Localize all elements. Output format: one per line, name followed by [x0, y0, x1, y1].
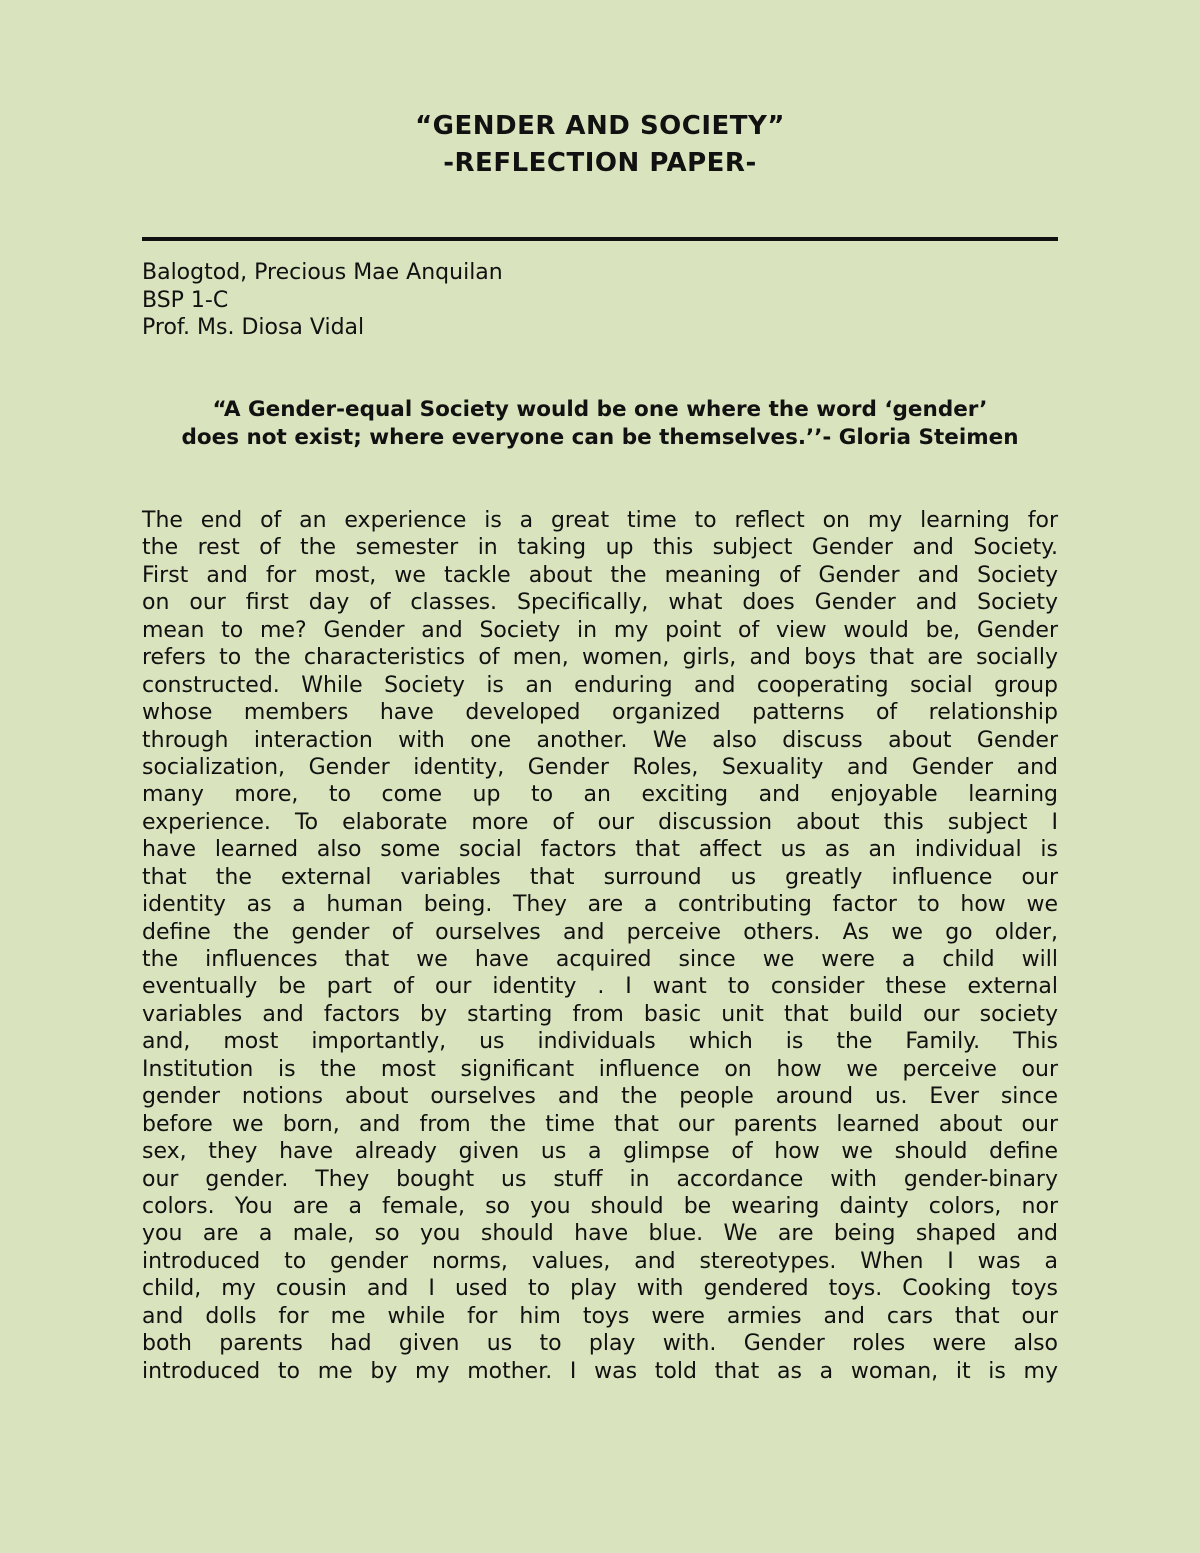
- body-line: variables and factors by starting from basic unit that build our society: [142, 1001, 1058, 1027]
- body-line: colors. You are a female, so you should be wearing dainty colors, nor: [142, 1193, 1058, 1219]
- body-line: eventually be part of our identity . I want to consider these external: [142, 974, 1058, 1000]
- body-line: the rest of the semester in taking up this subject Gender and Society.: [142, 535, 1058, 561]
- body-line: experience. To elaborate more of our discussion about this subject I: [142, 809, 1058, 835]
- quote-line-2: does not exist; where everyone can be themselves.’’- Gloria Steimen: [181, 425, 1019, 450]
- author-name: Balogtod, Precious Mae Anquilan: [142, 260, 503, 285]
- body-line: First and for most, we tackle about the meaning of Gender and Society: [142, 562, 1058, 588]
- body-line: both parents had given us to play with. Gender roles were also: [142, 1331, 1058, 1357]
- body-line: our gender. They bought us stuff in accordance with gender-binary: [142, 1166, 1058, 1192]
- body-line: before we born, and from the time that our parents learned about our: [142, 1111, 1058, 1137]
- body-line: introduced to gender norms, values, and stereotypes. When I was a: [142, 1248, 1058, 1274]
- body-line: have learned also some social factors that affect us as an individual is: [142, 837, 1058, 863]
- body-line: sex, they have already given us a glimpse of how we should define: [142, 1139, 1058, 1165]
- body-line: mean to me? Gender and Society in my point of view would be, Gender: [142, 617, 1058, 643]
- body-line: constructed. While Society is an enduring and cooperating social group: [142, 672, 1058, 698]
- quote-line-1: “A Gender-equal Society would be one where the word ‘gender’: [212, 397, 988, 422]
- body-line: you are a male, so you should have blue. We are being shaped and: [142, 1221, 1058, 1247]
- body-line: on our first day of classes. Specifically, what does Gender and Society: [142, 590, 1058, 616]
- author-section: BSP 1-C: [142, 287, 229, 313]
- body-line: define the gender of ourselves and perceive others. As we go older,: [142, 919, 1058, 945]
- body-line: through interaction with one another. We also discuss about Gender: [142, 727, 1058, 753]
- body-line: refers to the characteristics of men, women, girls, and boys that are socially: [142, 645, 1058, 671]
- body-line: gender notions about ourselves and the people around us. Ever since: [142, 1084, 1058, 1110]
- horizontal-rule: [142, 237, 1058, 241]
- body-line: and, most importantly, us individuals which is the Family. This: [142, 1029, 1058, 1055]
- body-line: whose members have developed organized patterns of relationship: [142, 700, 1058, 726]
- title-line-1: “GENDER AND SOCIETY”: [415, 111, 785, 141]
- document-title: [0, 108, 1200, 182]
- author-professor: Prof. Ms. Diosa Vidal: [142, 315, 365, 340]
- body-line: introduced to me by my mother. I was told that as a woman, it is my: [142, 1358, 1058, 1384]
- body-line: the influences that we have acquired since we were a child will: [142, 947, 1058, 972]
- body-line: identity as a human being. They are a contributing factor to how we: [142, 892, 1058, 918]
- body-line: child, my cousin and I used to play with gendered toys. Cooking toys: [142, 1276, 1058, 1302]
- epigraph-quote: [142, 396, 1058, 452]
- body-line: socialization, Gender identity, Gender Roles, Sexuality and Gender and: [142, 754, 1058, 780]
- body-line: The end of an experience is a great time to reflect on my learning for: [142, 508, 1058, 533]
- title-line-2: -REFLECTION PAPER-: [443, 148, 757, 178]
- author-block: [142, 259, 503, 342]
- body-line: Institution is the most significant influence on how we perceive our: [142, 1056, 1058, 1082]
- body-line: and dolls for me while for him toys were armies and cars that our: [142, 1303, 1058, 1329]
- body-line: many more, to come up to an exciting and enjoyable learning: [142, 782, 1058, 808]
- body-paragraph: [142, 507, 1058, 1385]
- body-line: that the external variables that surround us greatly influence our: [142, 864, 1058, 890]
